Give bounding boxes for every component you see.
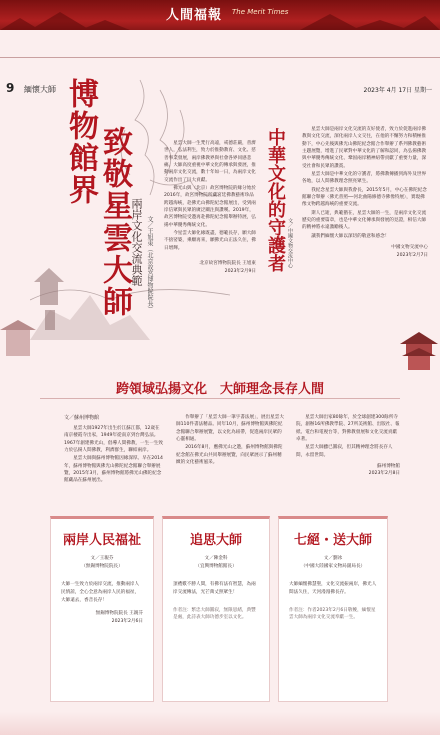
masthead — [0, 0, 440, 30]
page-header-bar — [0, 40, 440, 95]
suzhou-byline: 文／蘇州博物館 — [64, 415, 100, 421]
paragraph: 佛光山與（北京）故宮博物院的緣分始於2016年，故宮博物院所藏宮廷佛教藝術珍品跨越海峽，赴佛光山佛陀紀念館展出，受到兩岸信眾與民眾的廣泛關注與讚嘆。2019年，故宮博物院受邀再赴佛陀紀念館舉辦特展，弘揚中華優秀傳統文化。 — [164, 186, 256, 228]
section-banner-headline: 跨領域弘揚文化 大師理念長存人間 — [115, 382, 324, 397]
pavilion-illustration-right — [398, 330, 440, 370]
guardian-signature-date: 2023年2月7日 — [396, 252, 428, 258]
guardian-signature: 中國文物交流中心 — [391, 245, 428, 251]
box-text: 大師緬懷佛慧聖，文化交流振兩岸，佛光人間法久住，天河漫漫佛長存。 — [289, 582, 377, 595]
issue-date: 2023年 4月 17日 星期一 — [363, 87, 432, 94]
main-title-line1: 博物館界 — [63, 78, 98, 206]
guardian-article-body — [302, 126, 428, 259]
box-affiliation: （中國大陸國家文物局副局長） — [300, 563, 366, 569]
pavilion-illustration-left — [0, 318, 40, 358]
guardian-byline: 文／中國文物交流中心 — [287, 218, 293, 268]
suzhou-article-col2 — [176, 414, 286, 467]
paragraph: 星雲大師1927年出生於江蘇江都，12歲在南京棲霞寺出家，1949年從南京到台灣弘法。1967年創建佛光山，倡導人間佛教，一生一生致力於弘揚人間佛教，利濟群生，聯結兩岸。 — [64, 426, 163, 454]
box-title: 七絕・送大師 — [293, 533, 372, 548]
box-author: 文／王親芬 — [90, 556, 114, 561]
box-body — [173, 581, 259, 622]
main-title-line2: 致敬星雲大師 — [97, 126, 132, 318]
main-signature-date: 2023年2月9日 — [224, 268, 256, 274]
box-body — [61, 581, 143, 626]
suzhou-article-col3 — [296, 414, 400, 478]
box-note: 作者注：作者2023年2月6日敬輓，緬懷星雲大師為兩岸文化交流奉獻一生。 — [289, 607, 376, 621]
main-subtitle: 兩岸文化交流典範 — [130, 198, 143, 286]
masthead-subtitle: The Merit Times — [232, 8, 289, 16]
box-title: 兩岸人民福祉 — [62, 533, 141, 548]
guardian-title: 中華文化的守護者 — [265, 128, 286, 272]
box-byline — [61, 555, 143, 571]
main-byline: 文／王旭東（北京故宮博物院院長） — [146, 216, 153, 312]
box-byline — [289, 555, 377, 571]
banner-divider — [40, 398, 400, 399]
box-affiliation: （無錫博物院院長） — [81, 563, 123, 569]
suzhou-article-col1 — [64, 414, 164, 486]
paragraph: 今星雲大師化緣既盡，德範長存，願大師不捨娑婆，乘願再來，願佛光山正法久住，佛日增輝。 — [164, 231, 256, 251]
paragraph: 斯人已逝，典範猶在，星雲大師的一生，是兩岸文化交流歷史的重要篇章，也是中華文化傳承與發展的見證，相信大師的精神將永遠激勵後人。 — [302, 210, 427, 231]
paragraph: 星雲大師出家80餘年，於全球創建300餘所寺院，創辦16所佛教學院、27所美術館、出版社、報紙、電台和電視台等，對佛教發展和文化交流貢獻卓著。 — [296, 415, 400, 443]
box-seven-character-poem — [278, 516, 388, 702]
box-author: 文／劉冰 — [323, 556, 343, 561]
paragraph: 讓我們緬懷大師以深切的敬意和感念！ — [311, 233, 390, 239]
paragraph: 我紀念星雲大師與我會長，2015年5月，中心在佛陀紀念館聯合舉辦〈佛光普照──河北曲陽修德寺佛像特展〉，實現佛像文物跨越海峽的重要交流。 — [302, 187, 427, 208]
main-article-body — [164, 140, 256, 275]
paragraph: 星雲大師與蘇州博物館因緣深厚。早在2014年，蘇州博物館與佛光山佛陀紀念館聯合舉辦展覽，2015年3月，蘇州博物館將佛光山佛陀紀念館藏品在蘇州展出。 — [64, 456, 163, 484]
page-footer-decoration — [0, 712, 440, 735]
suzhou-signature: 蘇州博物館 — [377, 464, 400, 470]
paragraph: 星雲大師是兩岸文化交流的友好使者，致力於促進兩岸佛教與文化交流，深化兩岸人文交往，在他的不懈努力和積極推動下，中心先後與佛光山佛陀紀念館合作舉辦了系列佛教藝術主題展覽，增進了民眾對中華文化的了解和認同，為弘揚佛教與中華優秀傳統文化、鞏固兩岸精神紐帶貢獻了重要力量，深受社會和民眾的讚賞。 — [302, 127, 427, 169]
box-title: 追思大師 — [189, 533, 242, 548]
paragraph: 星雲大師是中華文化的守護者，將佛教傳播到海外及世界各地，以人間佛教理念照亮眾生。 — [302, 172, 427, 185]
paragraph: 2016年8月，應佛光山之邀，蘇州博物館與佛陀紀念館在佛光山共同舉辦展覽，向民眾展示了蘇州精緻的文化藝術風采。 — [176, 445, 283, 466]
box-signature: 無錫博物院院長 王親芬 — [95, 611, 143, 617]
suzhou-signature-date: 2023年2月8日 — [368, 471, 400, 477]
box-date: 2023年2月6日 — [111, 619, 143, 625]
paragraph: 星雲大師雖已圓寂，但其精神理念將長存人間，永留世間。 — [296, 445, 393, 458]
page-number: 9 — [6, 81, 15, 95]
paragraph: 作舉辦了「星雲大師一筆字書法展」，展出星雲大師110件書法精品。同年10月，蘇州博物館與佛陀紀念館聯合舉辦展覽，以文化為紐帶，促進兩岸民眾的心靈相通。 — [176, 415, 284, 443]
box-affiliation: （宜興博物館館長） — [195, 563, 237, 569]
box-byline — [173, 555, 259, 571]
main-signature: 北京故宮博物院院長 王旭東 — [199, 261, 256, 267]
box-text: 頂禮歎不勝人間，有佛有法有智慧，為兩岸交流傳法，光芒萬丈照眾生！ — [173, 582, 256, 595]
box-cross-strait-welfare — [50, 516, 154, 702]
section-name: 緬懷大師 — [24, 85, 56, 94]
masthead-logo: 人間福報 — [166, 8, 223, 23]
box-remembering-master — [162, 516, 270, 702]
box-body — [289, 581, 377, 622]
paragraph: 星雲大師一生梵行高遠，戒德莊嚴，普濟世人，弘法利生，致力於推動教育、文化、慈善事業發展，兩岸佛教界與社會各界同感悲痛。大師高度重視中華文化的傳承與發展，推動兩岸文化交流，數十年如一日，為兩岸文化交流作出了巨大貢獻。 — [164, 141, 256, 183]
box-note: 作者注：繁忠大師圓寂，無限思緒，典豐是處，此詩表大師功德步室以文化。 — [173, 607, 256, 621]
box-text: 大師一生致力於兩岸交流，推動兩岸人民情誼，全心全意為兩岸人民的福祉，大師遠去，香音長存！ — [61, 582, 140, 603]
box-author: 文／陳金科 — [204, 556, 228, 561]
